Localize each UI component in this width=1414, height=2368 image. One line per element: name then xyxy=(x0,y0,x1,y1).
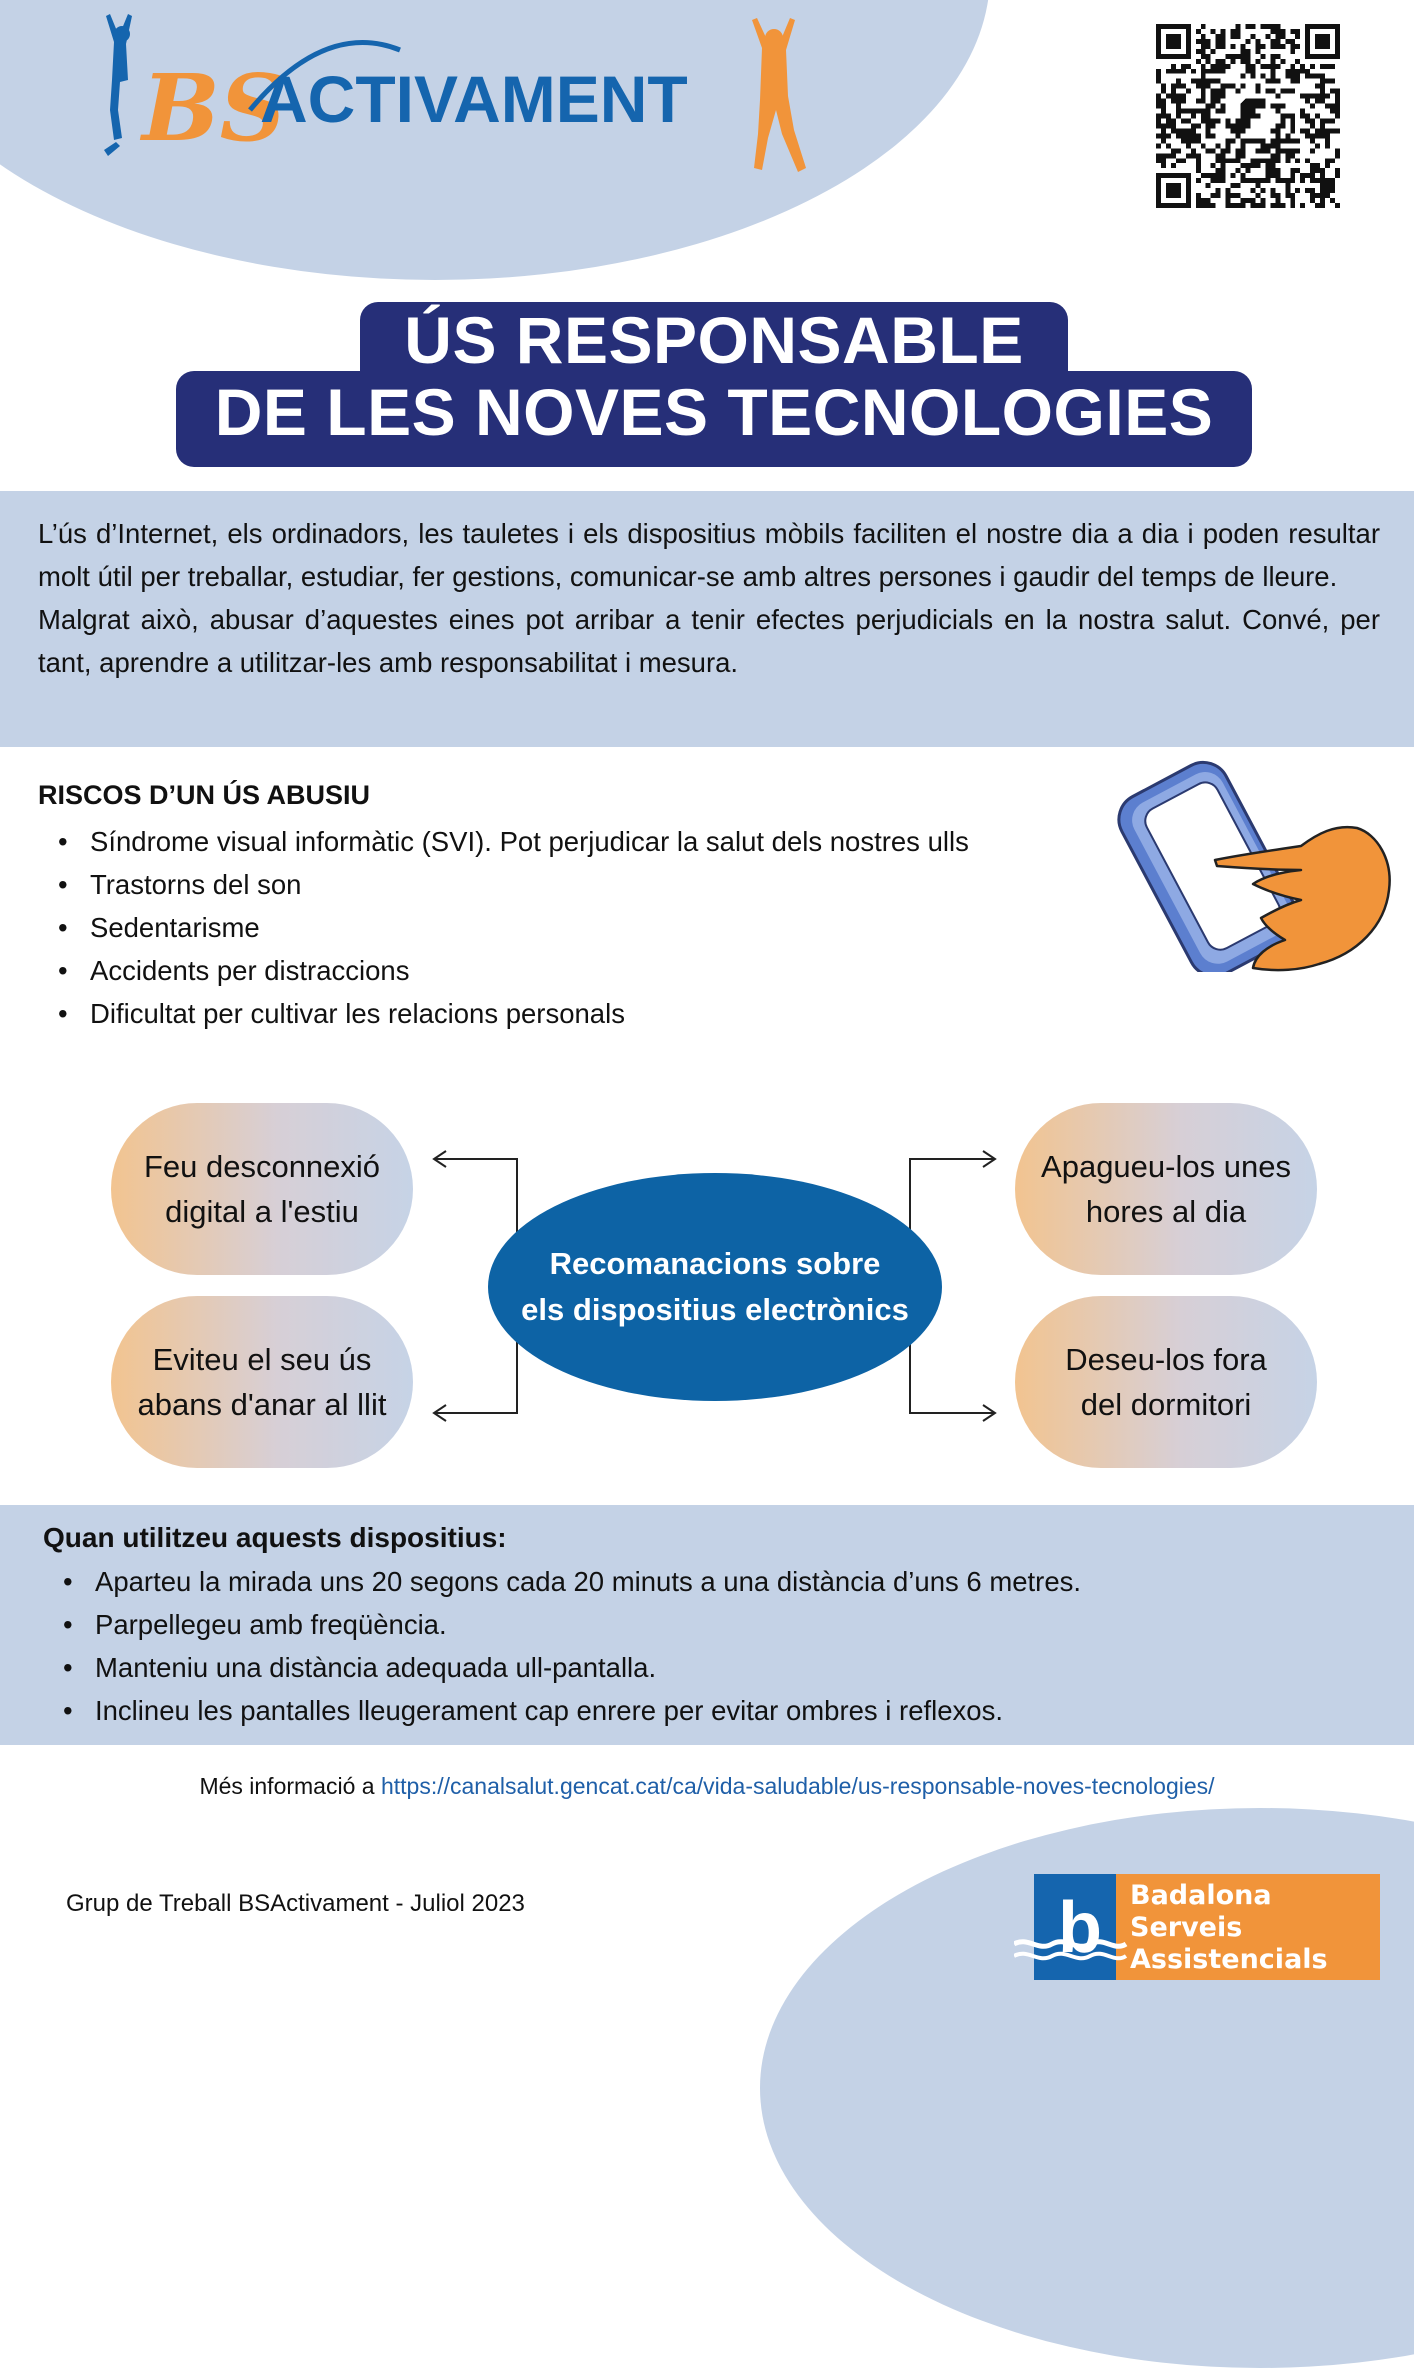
badalona-serveis-assistencials-logo xyxy=(1014,1874,1380,1980)
intro-paragraph-2: Malgrat això, abusar d’aquestes eines pot arribar a tenir efectes perjudicials en la nostra salut. Convé, per tant, aprendre a utilitzar-les amb responsabilitat i mesura. xyxy=(38,604,1380,678)
list-item: • Aparteu la mirada uns 20 segons cada 20 minuts a una distància d’uns 6 metres. xyxy=(43,1560,1081,1603)
risks-heading: RISCOS D’UN ÚS ABUSIU xyxy=(38,780,371,810)
more-info-label: Més informació a xyxy=(199,1773,375,1799)
recommendation-outside-bedroom xyxy=(1015,1296,1317,1468)
recommendation-avoid-before-bed xyxy=(111,1296,413,1468)
list-item: • Dificultat per cultivar les relacions personals xyxy=(38,992,969,1035)
pill-text-line: hores al dia xyxy=(1085,1194,1247,1229)
tips-list xyxy=(43,1560,1081,1732)
recommendation-switch-off-hours xyxy=(1015,1103,1317,1275)
pill-text-line: Eviteu el seu ús xyxy=(152,1342,372,1377)
center-text-line: els dispositius electrònics xyxy=(521,1292,909,1327)
svg-text:Assistencials: Assistencials xyxy=(1130,1944,1328,1975)
svg-text:Badalona: Badalona xyxy=(1130,1880,1272,1911)
pill-text-line: digital a l'estiu xyxy=(165,1194,359,1229)
list-item: • Parpellegeu amb freqüència. xyxy=(43,1603,1081,1646)
arrow-icon xyxy=(910,1342,995,1413)
list-item: • Sedentarisme xyxy=(38,906,969,949)
recommendation-summer-disconnect xyxy=(111,1103,413,1275)
pill-text-line: Apagueu-los unes xyxy=(1041,1149,1291,1184)
recommendations-center xyxy=(488,1173,942,1401)
pill-text-line: Deseu-los fora xyxy=(1065,1342,1267,1377)
arrow-icon xyxy=(434,1159,517,1232)
svg-text:b: b xyxy=(1058,1888,1102,1968)
center-text-line: Recomanacions sobre xyxy=(549,1246,881,1281)
arrow-icon xyxy=(434,1342,517,1413)
pill-text-line: abans d'anar al llit xyxy=(137,1387,387,1422)
intro-paragraph-1: L’ús d’Internet, els ordinadors, les tauletes i els dispositius mòbils faciliten el nostre dia a dia i poden resultar molt útil per treballar, estudiar, fer gestions, comunicar-se amb altres persones i gaudir del temps de lleure. xyxy=(38,518,1380,592)
pill-text-line: del dormitori xyxy=(1080,1387,1252,1422)
title-line-2: DE LES NOVES TECNOLOGIES xyxy=(214,375,1214,449)
more-info xyxy=(0,1773,1414,1800)
list-item: • Síndrome visual informàtic (SVI). Pot perjudicar la salut dels nostres ulls xyxy=(38,820,969,863)
title-line-1: ÚS RESPONSABLE xyxy=(404,303,1024,377)
pill-text-line: Feu desconnexió xyxy=(143,1149,381,1184)
tips-heading: Quan utilitzeu aquests dispositius: xyxy=(43,1522,507,1553)
logo-word: ACTIVAMENT xyxy=(260,62,688,136)
list-item: • Accidents per distraccions xyxy=(38,949,969,992)
list-item: • Inclineu les pantalles lleugerament cap enrere per evitar ombres i reflexos. xyxy=(43,1689,1081,1732)
svg-text:Serveis: Serveis xyxy=(1130,1912,1243,1943)
more-info-link[interactable]: https://canalsalut.gencat.cat/ca/vida-saludable/us-responsable-noves-tecnologies/ xyxy=(380,1773,1215,1799)
logo-prefix: BS xyxy=(142,54,287,162)
arrow-icon xyxy=(910,1159,995,1232)
list-item: • Trastorns del son xyxy=(38,863,969,906)
footer-credit: Grup de Treball BSActivament - Juliol 2023 xyxy=(66,1890,525,1917)
list-item: • Manteniu una distància adequada ull-pantalla. xyxy=(43,1646,1081,1689)
